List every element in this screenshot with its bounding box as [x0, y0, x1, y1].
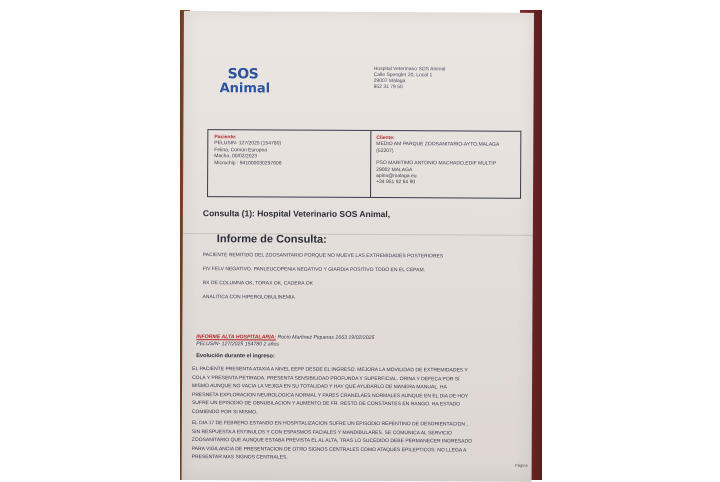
paragraph-line: MISMO AUNQUE NO VACIA LA VEJIGA EN SU TOTALIDAD Y HAY QUE AYUDARLO DE MANERA MANUAL. HA: [192, 383, 447, 391]
report-heading: Informe de Consulta:: [216, 233, 327, 246]
client-line: 29002 MALAGA: [376, 166, 413, 173]
sos-animal-logo: [218, 64, 274, 102]
discharge-heading: INFORME ALTA HOSPITALARIA:: [196, 334, 277, 341]
paragraph-line: COLA Y PRESENTA PETIRADA. PRESENTA SENSIBILIDAD PROFUNDA Y SUPERFICIAL. ORINA Y DEFECA POR SÍ: [192, 374, 460, 383]
patient-label: Paciente:: [214, 134, 237, 141]
evolution-paragraph: [192, 365, 538, 418]
client-line: +34 951 92 64 90: [376, 179, 416, 186]
paragraph-line: EL PACIENTE PRESENTA ATAXIA A NIVEL EEPP DESDE EL INGRESO. MEJORA LA MOVILIDAD DE EXTREMIDADES Y: [192, 366, 468, 374]
page-label: Página: [515, 462, 528, 468]
veterinary-report-page: [182, 11, 534, 482]
paragraph-line: SUFRE UN EPISODIO DE OBNUBILACION Y AUMENTO DE FR. RESTO DE CONSTANTES EN RANGO. HA ESTADO: [191, 400, 461, 408]
hospital-address: [374, 66, 446, 90]
client-line: (52207): [376, 147, 394, 154]
episode-paragraph: [192, 419, 538, 464]
logo-text-sos: SOS: [227, 66, 259, 83]
paragraph-line: PRESENTAR MAS SIGNOS CENTRALES.: [191, 454, 288, 461]
discharge-heading-row: [196, 334, 374, 341]
patient-line: PELUSIN- 127/2025 (154780): [214, 140, 282, 147]
patient-info: [214, 134, 281, 166]
client-label: Cliente:: [376, 135, 395, 142]
hospital-phone: 952 31 79 50: [373, 83, 403, 91]
logo-text-animal: Animal: [219, 81, 271, 97]
report-line: FIV FELV NEGATIVO, PANLEUCOPENIA NEGATIVO Y GIARDIA POSITIVO TODO EN EL CEPAM.: [202, 266, 426, 274]
box-divider: [370, 131, 371, 197]
hospital-city: 29007 Málaga: [373, 77, 406, 85]
client-info: [376, 135, 499, 186]
paragraph-line: EL DIA 17 DE FEBRERO ESTANDO EN HOSPITALIZACION SUFRE UN EPISODIO REPENTINO DE DESORIENTACION ,: [191, 420, 468, 428]
consultation-title: Consulta (1): Hospital Veterinario SOS Animal,: [202, 208, 391, 220]
client-line: MEDIO AM PARQUE ZOOSANITARIO-AYTO.MALAGA: [376, 141, 500, 149]
report-line: ANALITICA CON HIPERGLOBULINEMIA: [202, 294, 295, 301]
hospital-street: Calle Spengler 20, Local 1: [373, 71, 433, 79]
client-line: PSO MARITIMO ANTONIO MACHADO,EDIF MULTIP: [376, 160, 497, 167]
evolution-title: Evolución durante el ingreso:: [196, 353, 275, 360]
report-line: RX DE COLUMNA OK, TORAX OK, CADERA OK: [202, 280, 313, 287]
patient-line: Macho, 00/02/2023: [214, 153, 258, 160]
paragraph-line: PARA VIGILANCIA DE PRESENTACION DE OTRO SIGNOS CENTRALES COMO ATAQUES EPILEPTICOS. NO LLEGA A: [191, 445, 467, 454]
report-line: PACIENTE REMITIDO DEL ZOOSANITARIO PORQUE NO MUEVE LAS EXTREMIDADES POSTERIORES: [202, 252, 444, 260]
paragraph-line: ZOOSANITARIO QUE AUNQUE ESTABA PREVISTA EL AL ALTA, TRAS LO SUCEDIDO DEBE PERMANECER INGRESADO: [191, 437, 473, 445]
paragraph-line: PRESNETA EXPLORACION NEUROLOGICA NORMAL Y PARES CRANELAES NORMALES AUNQUE EN EL DIA DE HOY: [191, 391, 469, 400]
discharge-vet: Rocio Martinez Piqueras 1663 19/02/2025: [277, 334, 375, 342]
paragraph-line: SIN RESPUESTA A ESTINULOS Y CON ESPASMOS FACIALES Y MANDIBULARES. SE COMUNICA AL SERVICIO: [191, 428, 452, 437]
hospital-name: Hospital Veterinario SOS Animal: [373, 65, 446, 73]
patient-line: Felina, Común Europea: [214, 146, 268, 154]
patient-client-box: [207, 129, 521, 199]
paragraph-line: COMIENDO POR SI MISMO.: [191, 409, 258, 416]
client-line: apins@malaga.eu: [376, 173, 417, 180]
discharge-patient-line: PELUSIN- 127/2025 154780 2 años: [196, 341, 280, 348]
patient-line: Microchip : 941000030297606: [214, 159, 282, 167]
